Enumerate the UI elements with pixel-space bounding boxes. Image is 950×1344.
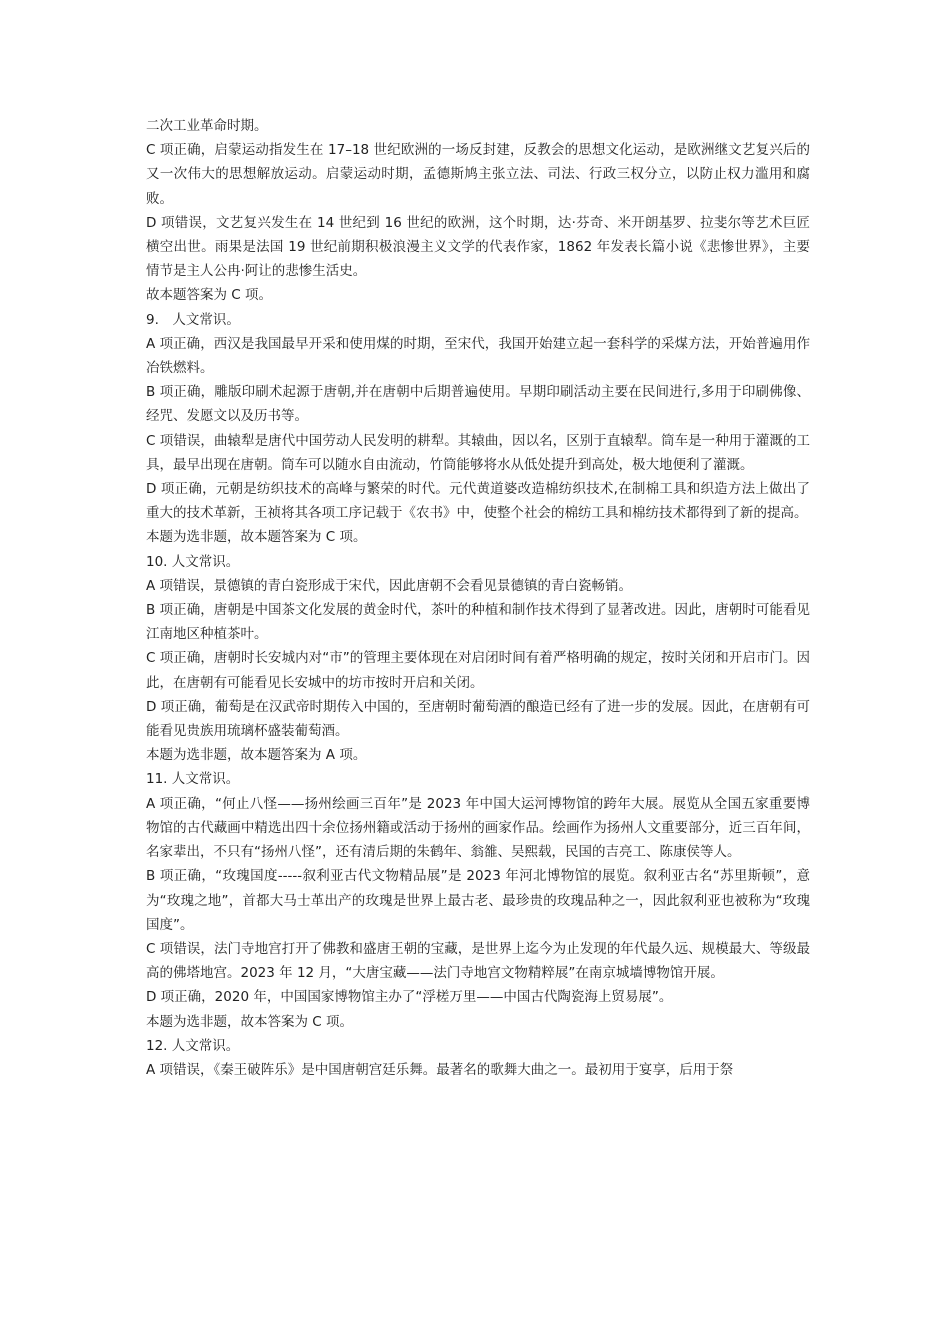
paragraph: 本题为选非题，故本题答案为 C 项。 [146,529,367,546]
paragraph: C 项错误，法门寺地宫打开了佛教和盛唐王朝的宝藏，是世界上迄今为止发现的年代最久远、规模最大、等级最高的佛塔地宫。2023 年 12 月，“大唐宝藏——法门寺地宫文物精粹展”在南京城墙博物馆开展。 [146,940,810,982]
document-body [146,114,810,1082]
paragraph: 本题为选非题，故本答案为 C 项。 [146,1013,354,1030]
paragraph: C 项正确，唐朝时长安城内对“市”的管理主要体现在对启闭时间有着严格明确的规定，按时关闭和开启市门。因此，在唐朝有可能看见长安城中的坊市按时开启和关闭。 [146,650,810,691]
paragraph: C 项错误，曲辕犁是唐代中国劳动人民发明的耕犁。其辕曲，因以名，区别于直辕犁。筒车是一种用于灌溉的工具，最早出现在唐朝。筒车可以随水自由流动，竹筒能够将水从低处提升到高处，极大地便利了灌溉。 [146,432,810,473]
paragraph: B 项正确，“玫瑰国度-----叙利亚古代文物精品展”是 2023 年河北博物馆的展览。叙利亚古名“苏里斯顿”，意为“玫瑰之地”，首都大马士革出产的玫瑰是世界上最古老、最珍贵的玫瑰品种之一，因此叙利亚也被称为“玫瑰国度”。 [146,868,810,933]
paragraph: 本题为选非题，故本题答案为 A 项。 [146,747,367,764]
paragraph: C 项正确，启蒙运动指发生在 17–18 世纪欧洲的一场反封建，反教会的思想文化运动，是欧洲继文艺复兴后的又一次伟大的思想解放运动。启蒙运动时期，孟德斯鸠主张立法、司法、行政三权分立，以防止权力滥用和腐败。 [146,142,810,207]
paragraph: B 项正确，雕版印刷术起源于唐朝,并在唐朝中后期普遍使用。早期印刷活动主要在民间进行,多用于印刷佛像、经咒、发愿文以及历书等。 [146,384,810,425]
paragraph: A 项错误，《秦王破阵乐》是中国唐朝宫廷乐舞。最著名的歌舞大曲之一。最初用于宴享，后用于祭 [146,1061,734,1078]
paragraph: B 项正确，唐朝是中国茶文化发展的黄金时代，茶叶的种植和制作技术得到了显著改进。因此，唐朝时可能看见江南地区种植茶叶。 [146,602,810,643]
section-heading: 9. 人文常识。 [146,311,240,328]
section-heading: 10. 人文常识。 [146,553,240,570]
paragraph: 二次工业革命时期。 [146,118,268,134]
section-heading: 12. 人文常识。 [146,1037,240,1054]
paragraph: D 项正确，元朝是纺织技术的高峰与繁荣的时代。元代黄道婆改造棉纺织技术,在制棉工具和织造方法上做出了重大的技术革新，王祯将其各项工序记载于《农书》中，使整个社会的棉纺工具和棉纺技术都得到了新的提高。 [146,481,810,522]
paragraph: D 项错误，文艺复兴发生在 14 世纪到 16 世纪的欧洲，这个时期，达·芬奇、米开朗基罗、拉斐尔等艺术巨匠横空出世。雨果是法国 19 世纪前期积极浪漫主义文学的代表作家，1862 年发表长篇小说《悲惨世界》，主要情节是主人公冉·阿让的悲惨生活史。 [146,214,810,280]
paragraph: A 项错误，景德镇的青白瓷形成于宋代，因此唐朝不会看见景德镇的青白瓷畅销。 [146,577,633,594]
paragraph: A 项正确，西汉是我国最早开采和使用煤的时期，至宋代，我国开始建立起一套科学的采煤方法，开始普遍用作冶铁燃料。 [146,335,810,377]
paragraph: A 项正确，“何止八怪——扬州绘画三百年”是 2023 年中国大运河博物馆的跨年大展。展览从全国五家重要博物馆的古代藏画中精选出四十余位扬州籍或活动于扬州的画家作品。绘画作为扬州人文重要部分，近三百年间，名家辈出，不只有“扬州八怪”，还有清后期的朱鹤年、翁雒、吴熙载，民国的吉亮工、陈康侯等人。 [146,795,810,861]
paragraph: D 项正确，葡萄是在汉武帝时期传入中国的，至唐朝时葡萄酒的酿造已经有了进一步的发展。因此，在唐朝有可能看见贵族用琉璃杯盛装葡萄酒。 [146,698,810,740]
section-heading: 11. 人文常识。 [146,771,240,788]
paragraph: 故本题答案为 C 项。 [146,287,273,304]
paragraph: D 项正确，2020 年，中国国家博物馆主办了“浮槎万里——中国古代陶瓷海上贸易展”。 [146,989,673,1006]
